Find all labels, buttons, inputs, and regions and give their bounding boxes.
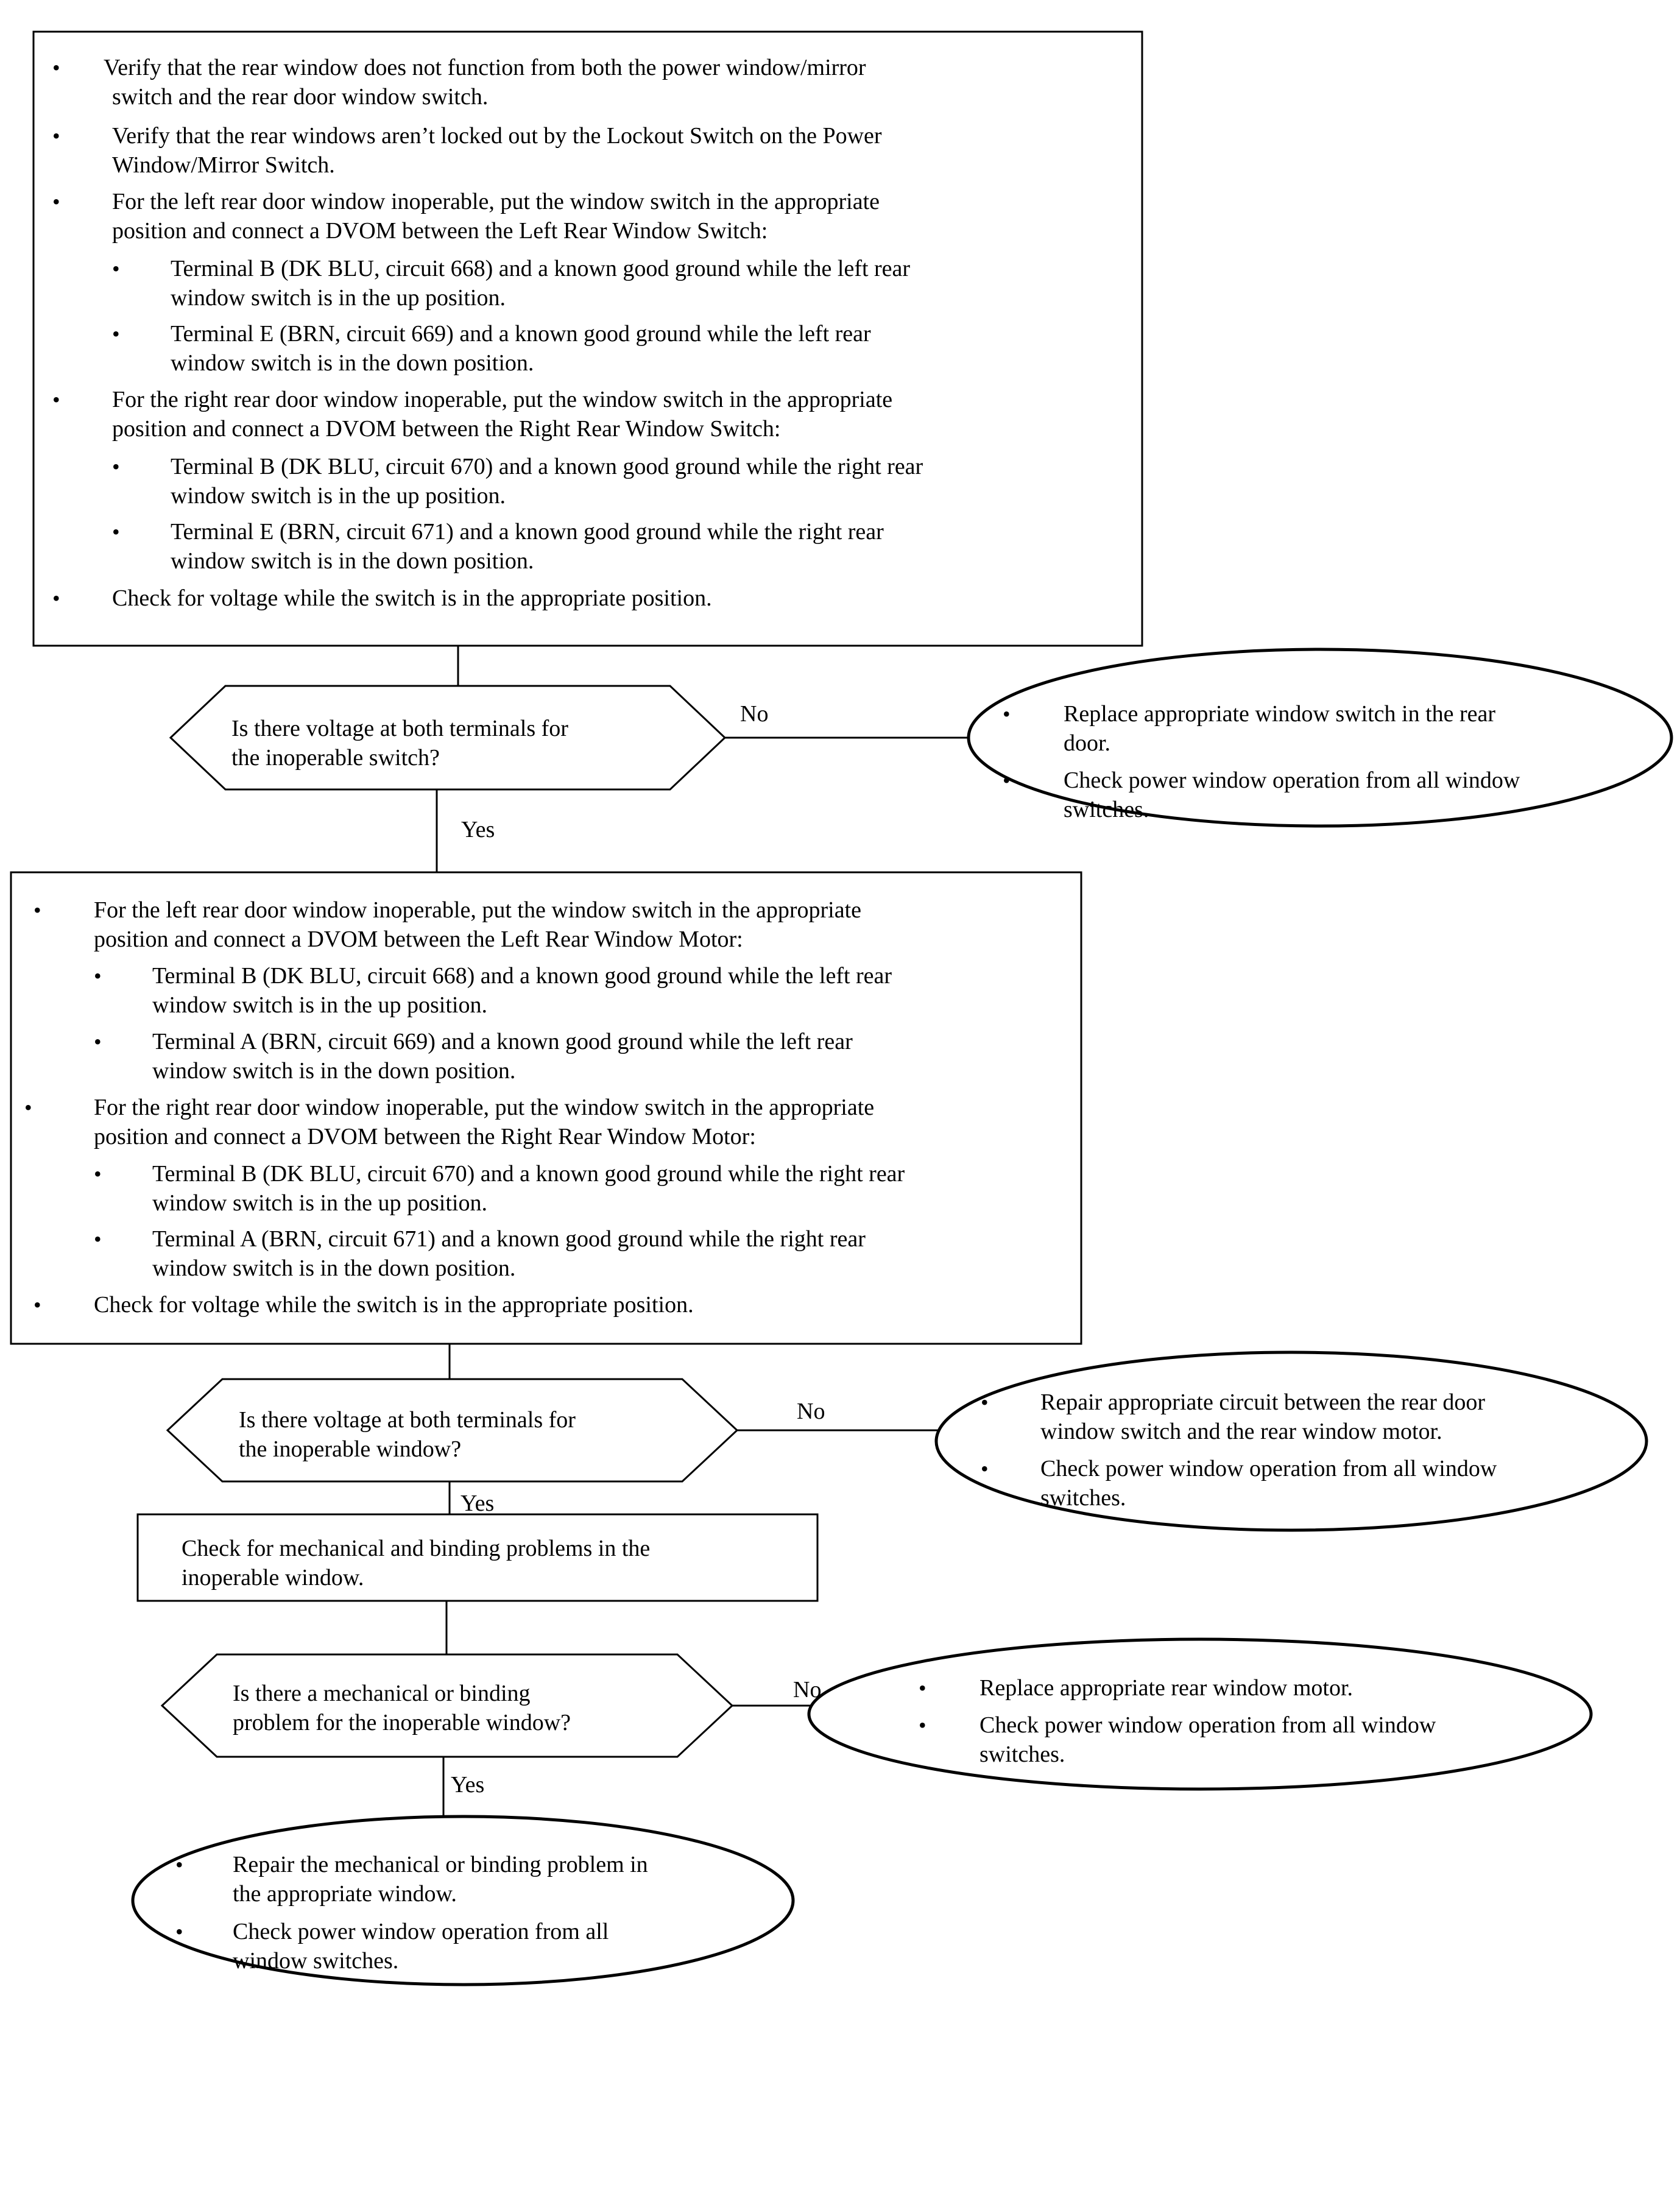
box1-text: window switch is in the up position. [171, 483, 506, 509]
bullet-icon: • [981, 1390, 989, 1414]
box1-text: Terminal B (DK BLU, circuit 668) and a known good ground while the left rear [171, 256, 911, 281]
box2-text: position and connect a DVOM between the Left Rear Window Motor: [94, 927, 743, 952]
box2-text: Check for voltage while the switch is in the appropriate position. [94, 1292, 694, 1318]
result-4-text: the appropriate window. [233, 1881, 457, 1907]
box2-text: window switch is in the down position. [152, 1058, 516, 1084]
box1-text: Terminal E (BRN, circuit 669) and a known good ground while the left rear [171, 321, 871, 347]
bullet-icon: • [1003, 702, 1011, 726]
bullet-icon: • [52, 189, 60, 214]
bullet-icon: • [24, 1095, 32, 1120]
box2-text: window switch is in the up position. [152, 1190, 487, 1216]
box1-text: Verify that the rear window does not function from both the power window/mirror [104, 55, 866, 80]
decision-3-text: problem for the inoperable window? [233, 1710, 571, 1735]
box3-text: inoperable window. [182, 1565, 364, 1590]
bullet-icon: • [52, 124, 60, 148]
bullet-icon: • [94, 1227, 102, 1251]
bullet-icon: • [112, 520, 120, 544]
result-3-text: Replace appropriate rear window motor. [979, 1675, 1354, 1701]
box2-text: For the right rear door window inoperable, put the window switch in the appropriate [94, 1095, 875, 1120]
result-3-text: switches. [979, 1742, 1065, 1767]
bullet-icon: • [919, 1676, 926, 1700]
box1-text: window switch is in the down position. [171, 350, 534, 376]
box1-text: window switch is in the down position. [171, 548, 534, 574]
box1-text: switch and the rear door window switch. [112, 84, 489, 110]
box1-text: window switch is in the up position. [171, 285, 506, 311]
box2-text: For the left rear door window inoperable, put the window switch in the appropriate [94, 897, 861, 923]
result-2-text: window switch and the rear window motor. [1040, 1419, 1442, 1444]
decision-1-text: Is there voltage at both terminals for [231, 716, 568, 741]
box2-text: Terminal A (BRN, circuit 669) and a known good ground while the left rear [152, 1029, 853, 1054]
box1-text: Check for voltage while the switch is in the appropriate position. [112, 585, 712, 611]
decision-2-text: Is there voltage at both terminals for [239, 1407, 576, 1433]
box2-text: Terminal B (DK BLU, circuit 670) and a known good ground while the right rear [152, 1161, 905, 1187]
box2-text: Terminal B (DK BLU, circuit 668) and a known good ground while the left rear [152, 963, 892, 989]
result-4-text: window switches. [233, 1948, 399, 1974]
box1-text: Terminal E (BRN, circuit 671) and a known good ground while the right rear [171, 519, 884, 545]
no-label: No [740, 701, 769, 727]
box1-text: For the right rear door window inoperable, put the window switch in the appropriate [112, 387, 893, 412]
result-4-text: Check power window operation from all [233, 1919, 609, 1944]
result-3-text: Check power window operation from all window [979, 1712, 1436, 1738]
bullet-icon: • [1003, 768, 1011, 793]
box2-text: window switch is in the down position. [152, 1255, 516, 1281]
no-label: No [793, 1677, 822, 1703]
result-1-text: door. [1064, 730, 1111, 756]
no-label: No [797, 1399, 825, 1424]
box2-text: Terminal A (BRN, circuit 671) and a known good ground while the right rear [152, 1226, 866, 1252]
bullet-icon: • [34, 898, 41, 922]
bullet-icon: • [112, 454, 120, 479]
bullet-icon: • [94, 1162, 102, 1186]
box1-text: Terminal B (DK BLU, circuit 670) and a known good ground while the right rear [171, 454, 923, 479]
yes-label: Yes [461, 1491, 495, 1516]
bullet-icon: • [52, 55, 60, 80]
box1-text: position and connect a DVOM between the Right Rear Window Switch: [112, 416, 781, 442]
box1-text: Window/Mirror Switch. [112, 152, 335, 178]
decision-1-text: the inoperable switch? [231, 745, 440, 771]
decision-2-text: the inoperable window? [239, 1436, 462, 1462]
box1-text: Verify that the rear windows aren’t locked out by the Lockout Switch on the Power [112, 123, 882, 149]
bullet-icon: • [52, 586, 60, 610]
box2-text: window switch is in the up position. [152, 992, 487, 1018]
bullet-icon: • [52, 387, 60, 412]
bullet-icon: • [34, 1293, 41, 1317]
result-1-text: Replace appropriate window switch in the rear [1064, 701, 1496, 727]
box1-text: position and connect a DVOM between the Left Rear Window Switch: [112, 218, 768, 244]
bullet-icon: • [94, 1029, 102, 1054]
yes-label: Yes [461, 817, 495, 842]
result-2-text: switches. [1040, 1485, 1126, 1511]
bullet-icon: • [919, 1713, 926, 1737]
box3-text: Check for mechanical and binding problems in the [182, 1536, 651, 1561]
result-4-text: Repair the mechanical or binding problem in [233, 1852, 648, 1877]
result-1-text: Check power window operation from all window [1064, 768, 1520, 793]
yes-label: Yes [451, 1772, 485, 1798]
result-4-shape [133, 1816, 793, 1985]
box1-text: For the left rear door window inoperable, put the window switch in the appropriate [112, 189, 880, 214]
box2-text: position and connect a DVOM between the Right Rear Window Motor: [94, 1124, 756, 1149]
bullet-icon: • [175, 1852, 183, 1877]
result-2-text: Check power window operation from all window [1040, 1456, 1497, 1481]
bullet-icon: • [94, 964, 102, 988]
bullet-icon: • [981, 1456, 989, 1481]
result-1-text: switches. [1064, 797, 1149, 822]
result-2-text: Repair appropriate circuit between the rear door [1040, 1389, 1486, 1415]
bullet-icon: • [175, 1919, 183, 1944]
decision-3-text: Is there a mechanical or binding [233, 1681, 531, 1706]
bullet-icon: • [112, 256, 120, 281]
bullet-icon: • [112, 322, 120, 346]
